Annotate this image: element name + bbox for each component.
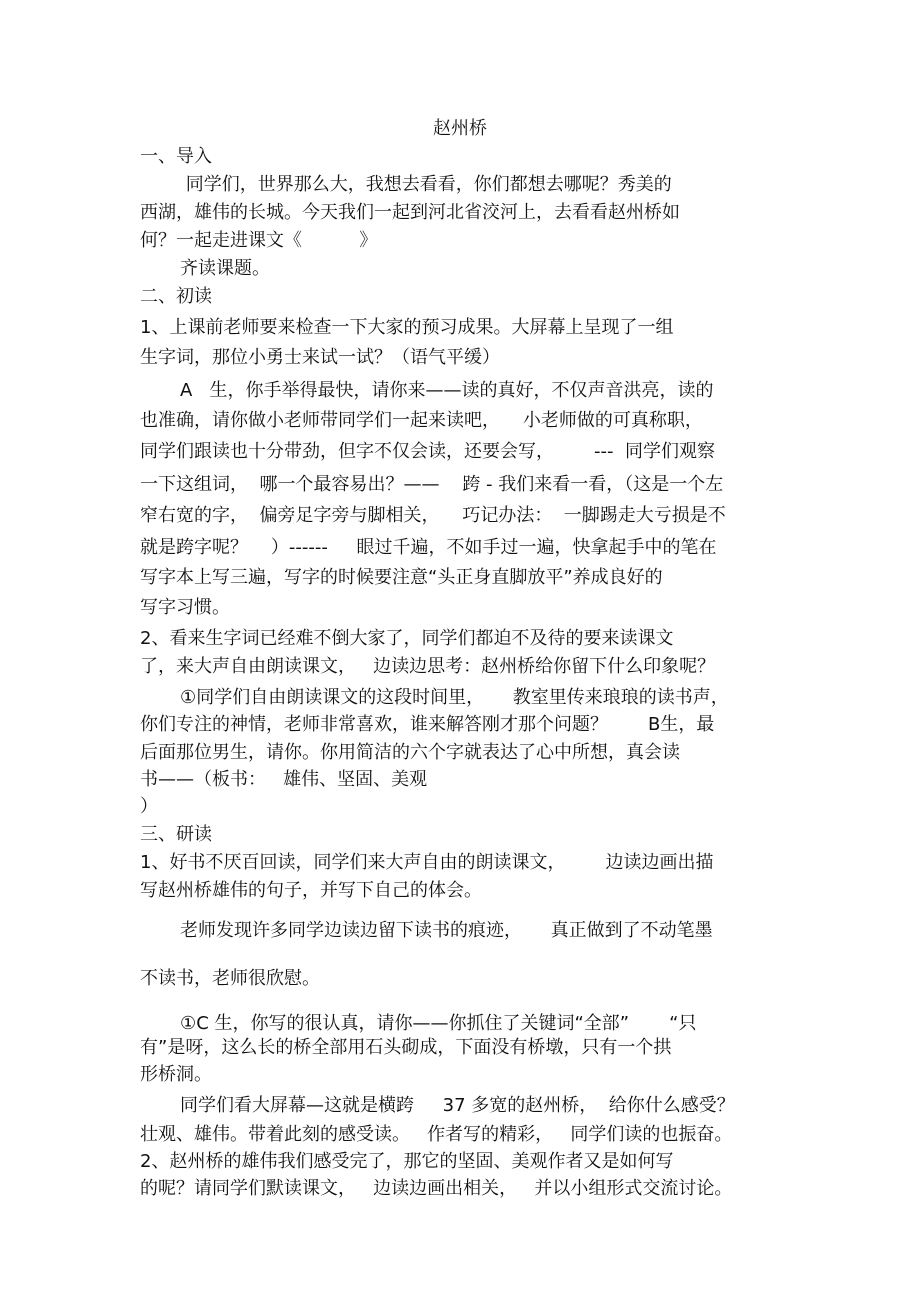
paragraph-line: 2、赵州桥的雄伟我们感受完了，那它的坚固、美观作者又是如何写: [140, 1151, 674, 1172]
paragraph-line: 的呢？请同学们默读课文， 边读边画出相关， 并以小组形式交流讨论。: [140, 1178, 733, 1199]
paragraph-line: 老师发现许多同学边读边留下读书的痕迹， 真正做到了不动笔墨: [140, 920, 713, 941]
section-heading: 二、初读: [140, 286, 212, 307]
paragraph-line: 窄右宽的字， 偏旁足字旁与脚相关， 巧记办法： 一脚踢走大亏损是不: [140, 505, 726, 526]
paragraph-line: 西湖，雄伟的长城。今天我们一起到河北省洨河上，去看看赵州桥如: [140, 202, 680, 223]
paragraph-line: 写字本上写三遍，写字的时候要注意“头正身直脚放平”养成良好的: [140, 567, 663, 588]
section-heading: 一、导入: [140, 146, 212, 167]
paragraph-line: 同学们，世界那么大，我想去看看，你们都想去哪呢？秀美的: [140, 174, 672, 195]
paragraph-line: 写字习惯。: [140, 597, 230, 618]
paragraph-line: 壮观、雄伟。带着此刻的感受读。 作者写的精彩， 同学们读的也振奋。: [140, 1124, 733, 1145]
paragraph-line: 书——（板书： 雄伟、坚固、美观: [140, 769, 428, 790]
paragraph-line: ①C 生，你写的很认真，请你——你抓住了关键词“全部” “只: [140, 1013, 697, 1034]
paragraph-line: 你们专注的神情，老师非常喜欢，谁来解答刚才那个问题？ B生，最: [140, 714, 715, 735]
paragraph-line: 后面那位男生，请你。你用简洁的六个字就表达了心中所想，真会读: [140, 742, 680, 763]
paragraph-line: 一下这组词， 哪一个最容易出？—— 跨 - 我们来看一看，（这是一个左: [140, 474, 724, 495]
paragraph-line: 形桥洞。: [140, 1064, 212, 1085]
paragraph-line: 1、上课前老师要来检查一下大家的预习成果。大屏幕上呈现了一组: [140, 317, 674, 338]
paragraph-line: 生字词，那位小勇士来试一试？（语气平缓）: [140, 347, 500, 368]
section-heading: 三、研读: [140, 824, 212, 845]
paragraph-line: 也准确，请你做小老师带同学们一起来读吧， 小老师做的可真称职，: [140, 410, 703, 431]
paragraph-line: ①同学们自由朗读课文的这段时间里， 教室里传来琅琅的读书声，: [140, 687, 729, 708]
paragraph-line: A 生，你手举得最快，请你来——读的真好，不仅声音洪亮，读的: [140, 380, 714, 401]
paragraph-line: 2、看来生字词已经难不倒大家了，同学们都迫不及待的要来读课文: [140, 628, 674, 649]
paragraph-line: 了，来大声自由朗读课文， 边读边思考：赵州桥给你留下什么印象呢？: [140, 656, 716, 677]
paragraph-line: 有”是呀，这么长的桥全部用石头砌成，下面没有桥墩，只有一个拱: [140, 1037, 672, 1058]
paragraph-line: 何？一起走进课文《 》: [140, 230, 378, 251]
paragraph-line: 不读书，老师很欣慰。: [140, 968, 320, 989]
paragraph-line: 同学们看大屏幕—这就是横跨 37 多宽的赵州桥， 给你什么感受？: [140, 1095, 735, 1116]
paragraph-line: 同学们跟读也十分带劲，但字不仅会读，还要会写， --- 同学们观察: [140, 441, 715, 462]
paragraph-line: 写赵州桥雄伟的句子，并写下自己的体会。: [140, 880, 482, 901]
paragraph-line: 齐读课题。: [140, 258, 271, 279]
paragraph-line: 1、好书不厌百回读，同学们来大声自由的朗读课文， 边读边画出描: [140, 852, 714, 873]
paragraph-line: ）: [140, 796, 158, 817]
paragraph-line: 就是跨字呢？ ）------ 眼过千遍，不如手过一遍，快拿起手中的笔在: [140, 537, 717, 558]
document-title: 赵州桥: [433, 118, 487, 139]
